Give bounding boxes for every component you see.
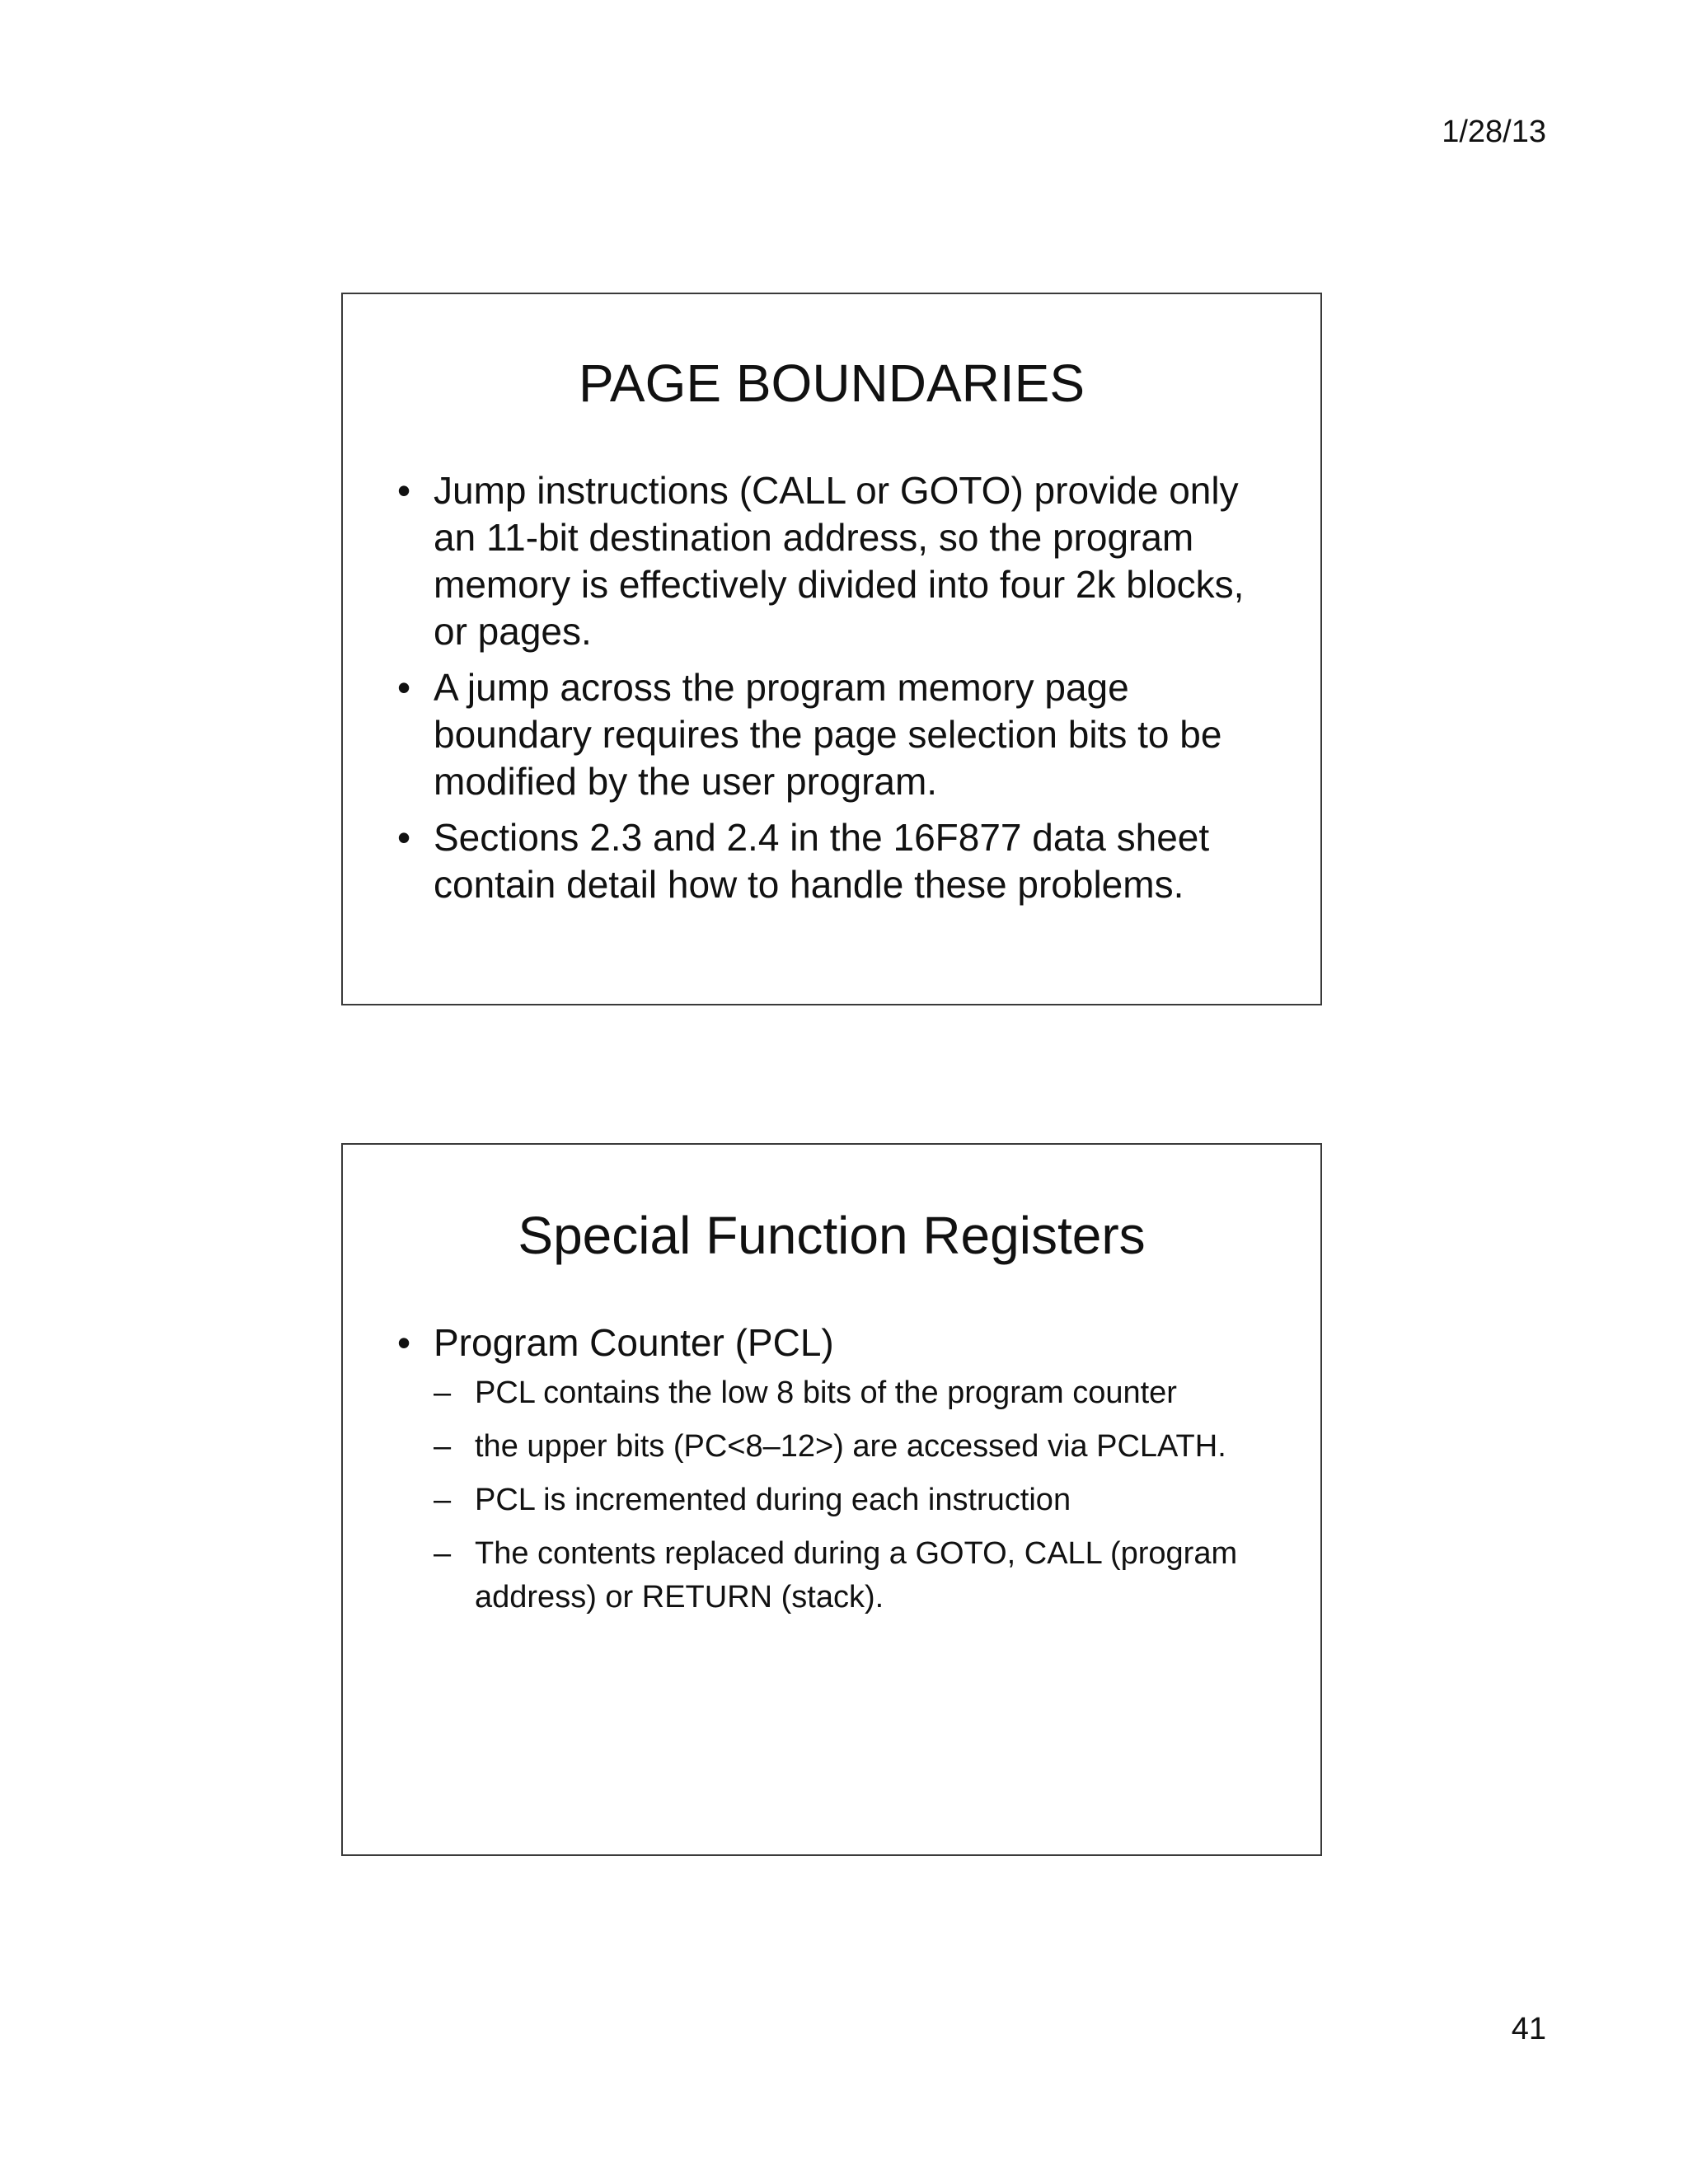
bullet-text: A jump across the program memory page boundary requires the page selection bits to be modified by the user program.: [434, 666, 1222, 803]
sub-bullet-item: [434, 1371, 1279, 1415]
sub-bullet-item: [434, 1425, 1279, 1469]
bullet-text: Sections 2.3 and 2.4 in the 16F877 data sheet contain detail how to handle these problems.: [434, 816, 1210, 906]
slide-special-function-registers: [341, 1143, 1322, 1856]
bullet-item: [392, 467, 1279, 655]
bullet-marker: •: [397, 666, 411, 709]
bullet-list: [392, 467, 1279, 917]
slide-title: Special Function Registers: [518, 1206, 1146, 1265]
slide-title: PAGE BOUNDARIES: [578, 354, 1085, 413]
sub-bullet-text: the upper bits (PC<8–12>) are accessed via PCLATH.: [475, 1429, 1226, 1464]
sub-bullet-item: [434, 1479, 1279, 1522]
bullet-marker: •: [397, 1321, 411, 1364]
bullet-list: [392, 1319, 1279, 1629]
bullet-text: Jump instructions (CALL or GOTO) provide only an 11-bit destination address, so the program memory is effectively divided into four 2k blocks, or pages.: [434, 469, 1245, 653]
bullet-item: [392, 814, 1279, 908]
bullet-marker: •: [397, 816, 411, 859]
sub-bullet-list: [434, 1371, 1279, 1619]
sub-bullet-item: [434, 1532, 1279, 1619]
dash-marker: –: [434, 1483, 452, 1517]
sub-bullet-text: PCL contains the low 8 bits of the program counter: [475, 1376, 1177, 1410]
slide-page-boundaries: [341, 293, 1322, 1005]
bullet-item: [392, 664, 1279, 805]
dash-marker: –: [434, 1536, 452, 1571]
page-date: 1/28/13: [1442, 115, 1546, 149]
bullet-text: Program Counter (PCL): [434, 1321, 834, 1364]
bullet-marker: •: [397, 469, 411, 512]
page-number: 41: [1511, 2012, 1546, 2046]
bullet-item: [392, 1319, 1279, 1619]
dash-marker: –: [434, 1429, 452, 1464]
sub-bullet-text: PCL is incremented during each instruction: [475, 1483, 1071, 1517]
dash-marker: –: [434, 1376, 452, 1410]
sub-bullet-text: The contents replaced during a GOTO, CALL (program address) or RETURN (stack).: [475, 1536, 1238, 1615]
